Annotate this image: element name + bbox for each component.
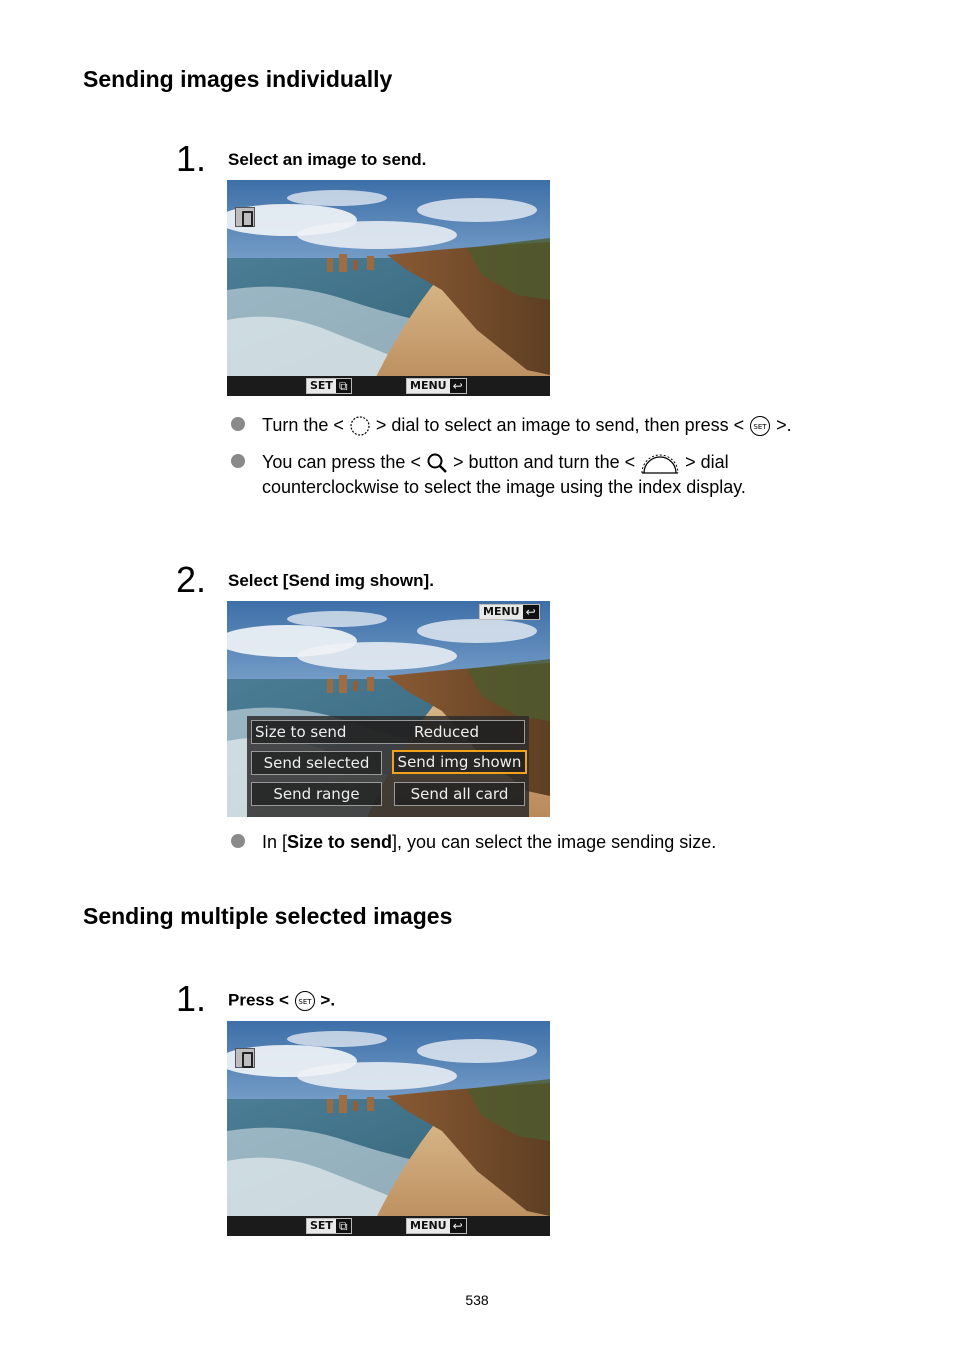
bullet-text-part: counterclockwise to select the image using the index display.: [262, 477, 746, 498]
size-to-send-value: Reduced: [414, 723, 480, 741]
bullet-text: [262, 450, 746, 499]
bullet-text-part: > dial to select an image to send, then press <: [370, 415, 750, 435]
smartphone-icon: [235, 207, 255, 227]
set-key: [306, 378, 352, 394]
set-label: SET: [307, 379, 336, 393]
send-img-shown-button[interactable]: Send img shown: [392, 750, 527, 774]
landscape-photo: [227, 1021, 550, 1236]
step-title-part: Press <: [228, 990, 294, 1010]
menu-label: MENU: [407, 1219, 450, 1233]
quick-control-dial-icon: [349, 415, 371, 437]
camera-screen-browse: [227, 180, 550, 396]
bullet-text-part: In [: [262, 832, 288, 852]
smartphone-icon: [235, 1048, 255, 1068]
step-title: Select [Send img shown].: [228, 571, 434, 590]
step-title: [228, 990, 335, 1012]
bullet-text-part: You can press the <: [262, 452, 426, 472]
send-range-button[interactable]: Send range: [251, 782, 382, 806]
bullet-text-part: ], you can select the image sending size.: [392, 832, 717, 852]
landscape-photo: [227, 180, 550, 396]
step-title: Select an image to send.: [228, 150, 427, 169]
screen-bottom-bar: [227, 1216, 550, 1236]
send-options-panel: [247, 716, 529, 817]
svg-text:SET: SET: [753, 423, 767, 432]
bullet-text-part: > dial: [680, 452, 729, 472]
set-button-icon: [294, 990, 316, 1012]
bullet-text: [262, 413, 792, 437]
step-title-part: >.: [315, 990, 336, 1010]
return-icon: ↩: [452, 1219, 463, 1233]
bullet-text-part: >.: [771, 415, 792, 435]
size-to-send-row[interactable]: [251, 720, 525, 744]
set-button-icon: [749, 415, 771, 437]
bullet-dot: [231, 417, 245, 431]
main-dial-icon: [640, 451, 680, 475]
return-icon: ↩: [525, 605, 536, 619]
menu-label: MENU: [480, 605, 523, 619]
size-to-send-label: Size to send: [255, 723, 347, 741]
set-label: SET: [307, 1219, 336, 1233]
page-number: 538: [465, 1292, 489, 1308]
bullet-bold-term: Size to send: [287, 832, 393, 852]
bullet-dot: [231, 834, 245, 848]
bullet-text-part: > button and turn the <: [447, 452, 641, 472]
menu-key: [479, 604, 540, 620]
svg-text:SET: SET: [298, 998, 312, 1006]
return-icon: ↩: [452, 379, 463, 393]
send-icon: ⧉: [338, 1219, 348, 1233]
bullet-text-part: Turn the <: [262, 415, 349, 435]
set-key: [306, 1218, 352, 1234]
section-title: Sending multiple selected images: [83, 903, 453, 929]
send-all-card-button[interactable]: Send all card: [394, 782, 525, 806]
menu-label: MENU: [407, 379, 450, 393]
bullet-dot: [231, 454, 245, 468]
send-icon: ⧉: [338, 379, 348, 393]
step-number: 1.: [176, 978, 207, 1019]
camera-screen-send-menu: [227, 601, 550, 817]
screen-bottom-bar: [227, 376, 550, 396]
menu-key: [406, 1218, 467, 1234]
bullet-text: [262, 830, 716, 854]
menu-key: [406, 378, 467, 394]
magnify-icon: [426, 452, 448, 474]
send-selected-button[interactable]: Send selected: [251, 751, 382, 775]
camera-screen-browse: [227, 1021, 550, 1236]
step-number: 1.: [176, 138, 207, 179]
step-number: 2.: [176, 559, 207, 600]
section-title: Sending images individually: [83, 66, 393, 92]
